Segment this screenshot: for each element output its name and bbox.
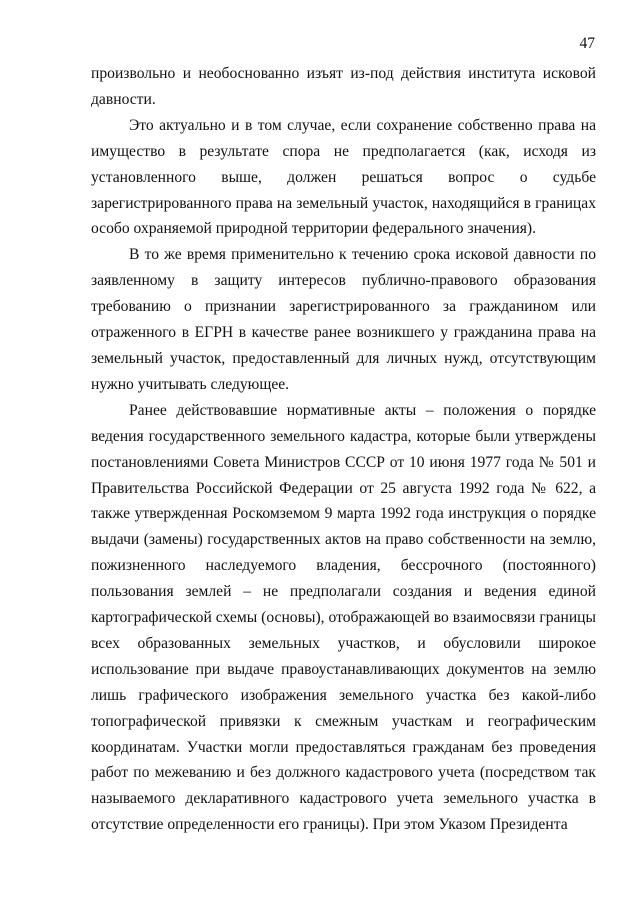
document-body: [91, 61, 596, 838]
paragraph-relevance: Это актуально и в том случае, если сохранение собственно права на имущество в результате спора не предполагается (как, исходя из установленного выше, должен решаться вопрос о судьбе зарегистрированного права на земельный участок, находящийся в границах особо охраняемой природной территории федерального значения).: [91, 116, 596, 238]
paragraph-normative-acts: Ранее действовавшие нормативные акты – положения о порядке ведения государственного земельного кадастра, которые были утверждены постановлениями Совета Министров СССР от 10 июня 1977 года № 501 и Правительства Российской Федерации от 25 августа 1992 года № 622, а также утвержденная Роскомземом 9 марта 1992 года инструкция о порядке выдачи (замены) государственных актов на право собственности на землю, пожизненного наследуемого владения, бессрочного (постоянного) пользования землей – не предполагали создания и ведения единой картографической схемы (основы), отображающей во взаимосвязи границы всех образованных земельных участков, и обусловили широкое использование при выдаче правоустанавливающих документов на землю лишь графического изображения земельного участка без какой-либо топографической привязки к смежным участкам и географическим координатам. Участки могли предоставляться гражданам без проведения работ по межеванию и без должного кадастрового учета (посредством так называемого декларативного кадастрового учета земельного участка в отсутствие определенности его границы). При этом Указом Президента: [91, 401, 596, 834]
paragraph-limitation-period: В то же время применительно к течению срока исковой давности по заявленному в защиту интересов публично-правового образования требованию о признании зарегистрированного за гражданином или отраженного в ЕГРН в качестве ранее возникшего у гражданина права на земельный участок, предоставленный для личных нужд, отсутствующим нужно учитывать следующее.: [91, 246, 596, 393]
page-number: 47: [579, 35, 595, 52]
paragraph-continued: произвольно и необоснованно изъят из-под действия института исковой давности.: [91, 65, 596, 108]
